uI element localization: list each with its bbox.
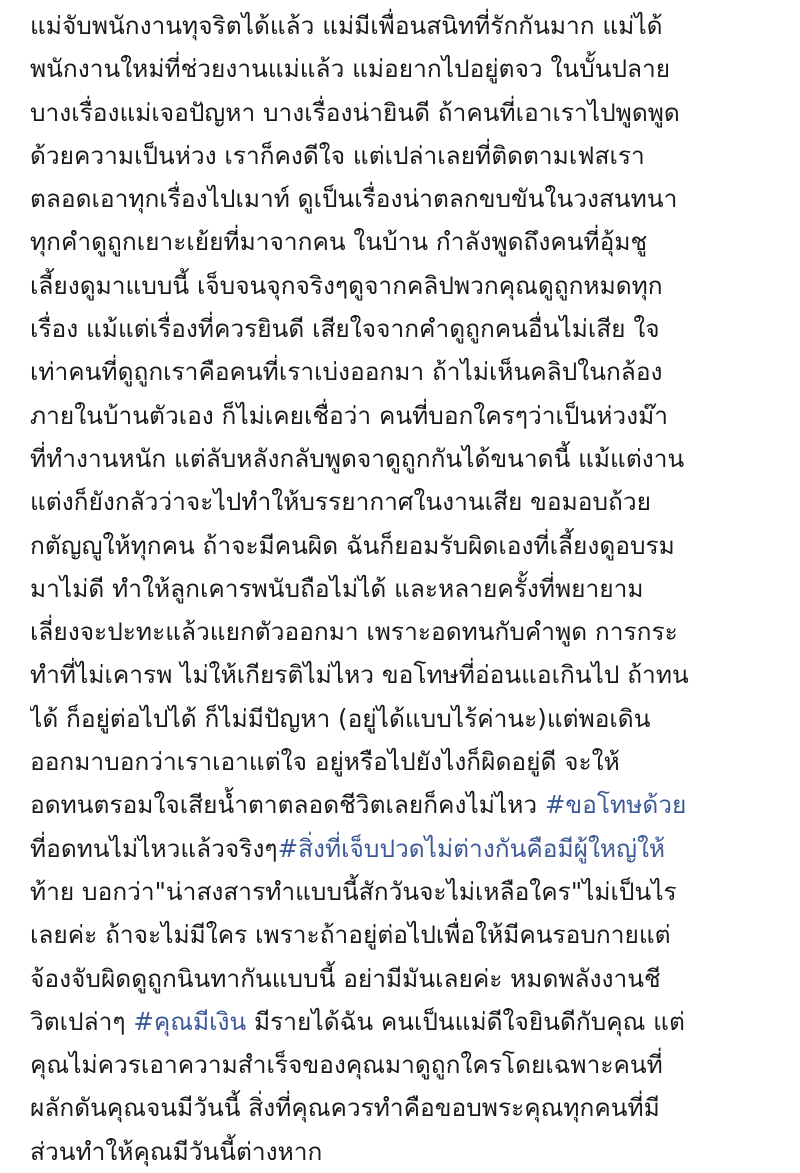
post-text: เลี้ยงดูมาแบบนี้ เจ็บจนจุกจริงๆดูจากคลิปพวกคุณดูถูกหมดทุก	[30, 270, 663, 300]
post-text-line	[30, 437, 772, 480]
hashtag-link[interactable]: #คุณมีเงิน	[133, 1006, 247, 1036]
post-text: มีรายได้ฉัน คนเป็นแม่ดีใจยินดีกับคุณ แต่	[246, 1006, 685, 1036]
post-text-line	[30, 134, 772, 177]
post-text: ภายในบ้านตัวเอง ก็ไม่เคยเชื่อว่า คนที่บอกใครๆว่าเป็นห่วงม๊า	[30, 400, 669, 430]
post-text-line	[30, 524, 772, 567]
post-text-line	[30, 47, 772, 90]
post-text: เท่าคนที่ดูถูกเราคือคนที่เราเบ่งออกมา ถ้าไม่เห็นคลิปในกล้อง	[30, 357, 663, 387]
post-text: เลยค่ะ ถ้าจะไม่มีใคร เพราะถ้าอยู่ต่อไปเพื่อให้มีคนรอบกายแต่	[30, 920, 671, 950]
post-text-line	[30, 264, 772, 307]
post-text: ด้วยความเป็นห่วง เราก็คงดีใจ แต่เปล่าเลยที่ติดตามเฟสเรา	[30, 140, 645, 170]
post-text-line	[30, 394, 772, 437]
post-text-line	[30, 91, 772, 134]
post-text-line	[30, 480, 772, 523]
post-text-line	[30, 783, 772, 826]
hashtag-link[interactable]: #สิ่งที่เจ็บปวดไม่ต่างกันคือมีผู้ใหญ่ให้	[277, 833, 666, 863]
post-text: เรื่อง แม้แต่เรื่องที่ควรยินดี เสียใจจากคำดูถูกคนอื่นไม่เสีย ใจ	[30, 314, 660, 344]
post-text: มาไม่ดี ทำให้ลูกเคารพนับถือไม่ได้ และหลายครั้งที่พยายาม	[30, 573, 644, 603]
post-text-line	[30, 1043, 772, 1086]
post-text-line	[30, 1086, 772, 1129]
post-text: แม่จับพนักงานทุจริตได้แล้ว แม่มีเพื่อนสนิทที่รักกันมาก แม่ได้	[30, 11, 663, 40]
post-text: อดทนตรอมใจเสียน้ำตาตลอดชีวิตเลยก็คงไม่ไหว	[30, 790, 545, 820]
post-text: ได้ ก็อยู่ต่อไปได้ ก็ไม่มีปัญหา (อยู่ได้แบบไร้ค่านะ)แต่พอเดิน	[30, 703, 651, 733]
post-text: จ้องจับผิดดูถูกนินทากันแบบนี้ อย่ามีมันเลยค่ะ หมดพลังงานชี	[30, 963, 661, 993]
post-text-line	[30, 4, 772, 47]
post-text-line	[30, 653, 772, 696]
post-text: ผลักดันคุณจนมีวันนี้ สิ่งที่คุณควรทำคือขอบพระคุณทุกคนที่มี	[30, 1093, 660, 1123]
post-text: ทุกคำดูถูกเยาะเย้ยที่มาจากคน ในบ้าน กำลังพูดถึงคนที่อุ้มชู	[30, 227, 648, 257]
post-text: วิตเปล่าๆ	[30, 1006, 134, 1036]
post-text: ส่วนทำให้คุณมีวันนี้ต่างหาก	[30, 1136, 323, 1166]
post-text-line	[30, 567, 772, 610]
post-text: ตลอดเอาทุกเรื่องไปเมาท์ ดูเป็นเรื่องน่าตลกขบขันในวงสนทนา	[30, 184, 678, 214]
post-text-line	[30, 220, 772, 263]
hashtag-link[interactable]: #ขอโทษด้วย	[544, 790, 687, 820]
post-text-line	[30, 913, 772, 956]
post-text: แต่งก็ยังกลัวว่าจะไปทำให้บรรยากาศในงานเสีย ขอมอบถ้วย	[30, 487, 651, 517]
post-text-line	[30, 1130, 772, 1173]
post-text: ที่อดทนไม่ไหวแล้วจริงๆ	[30, 833, 278, 863]
post-text: ออกมาบอกว่าเราเอาแต่ใจ อยู่หรือไปยังไงก็ผิดอยู่ดี จะให้	[30, 747, 620, 777]
post-text-line	[30, 1000, 772, 1043]
post-text-line	[30, 610, 772, 653]
post-text-line	[30, 307, 772, 350]
post-text: บางเรื่องแม่เจอปัญหา บางเรื่องน่ายินดี ถ้าคนที่เอาเราไปพูดพูด	[30, 97, 680, 127]
post-text-line	[30, 177, 772, 220]
post-text: ที่ทำงานหนัก แต่ลับหลังกลับพูดจาดูถูกกันได้ขนาดนี้ แม้แต่งาน	[30, 443, 685, 473]
post-text: เลี่ยงจะปะทะแล้วแยกตัวออกมา เพราะอดทนกับคำพูด การกระ	[30, 617, 678, 647]
post-text: ท้าย บอกว่า"น่าสงสารทำแบบนี้สักวันจะไม่เหลือใคร"ไม่เป็นไร	[30, 876, 677, 906]
post-text-line	[30, 697, 772, 740]
post-text-line	[30, 740, 772, 783]
post-text: ทำที่ไม่เคารพ ไม่ให้เกียรติไม่ไหว ขอโทษที่อ่อนแอเกินไป ถ้าทน	[30, 660, 689, 690]
post-text-line	[30, 827, 772, 870]
post-text: กตัญญูให้ทุกคน ถ้าจะมีคนผิด ฉันก็ยอมรับผิดเองที่เลี้ยงดูอบรม	[30, 530, 675, 560]
post-text: พนักงานใหม่ที่ช่วยงานแม่แล้ว แม่อยากไปอยู่ตจว ในบั้นปลาย	[30, 54, 671, 84]
post-text: คุณไม่ควรเอาความสำเร็จของคุณมาดูถูกใครโดยเฉพาะคนที่	[30, 1050, 663, 1080]
post-text-line	[30, 870, 772, 913]
post-text-line	[30, 350, 772, 393]
post-text-line	[30, 957, 772, 1000]
